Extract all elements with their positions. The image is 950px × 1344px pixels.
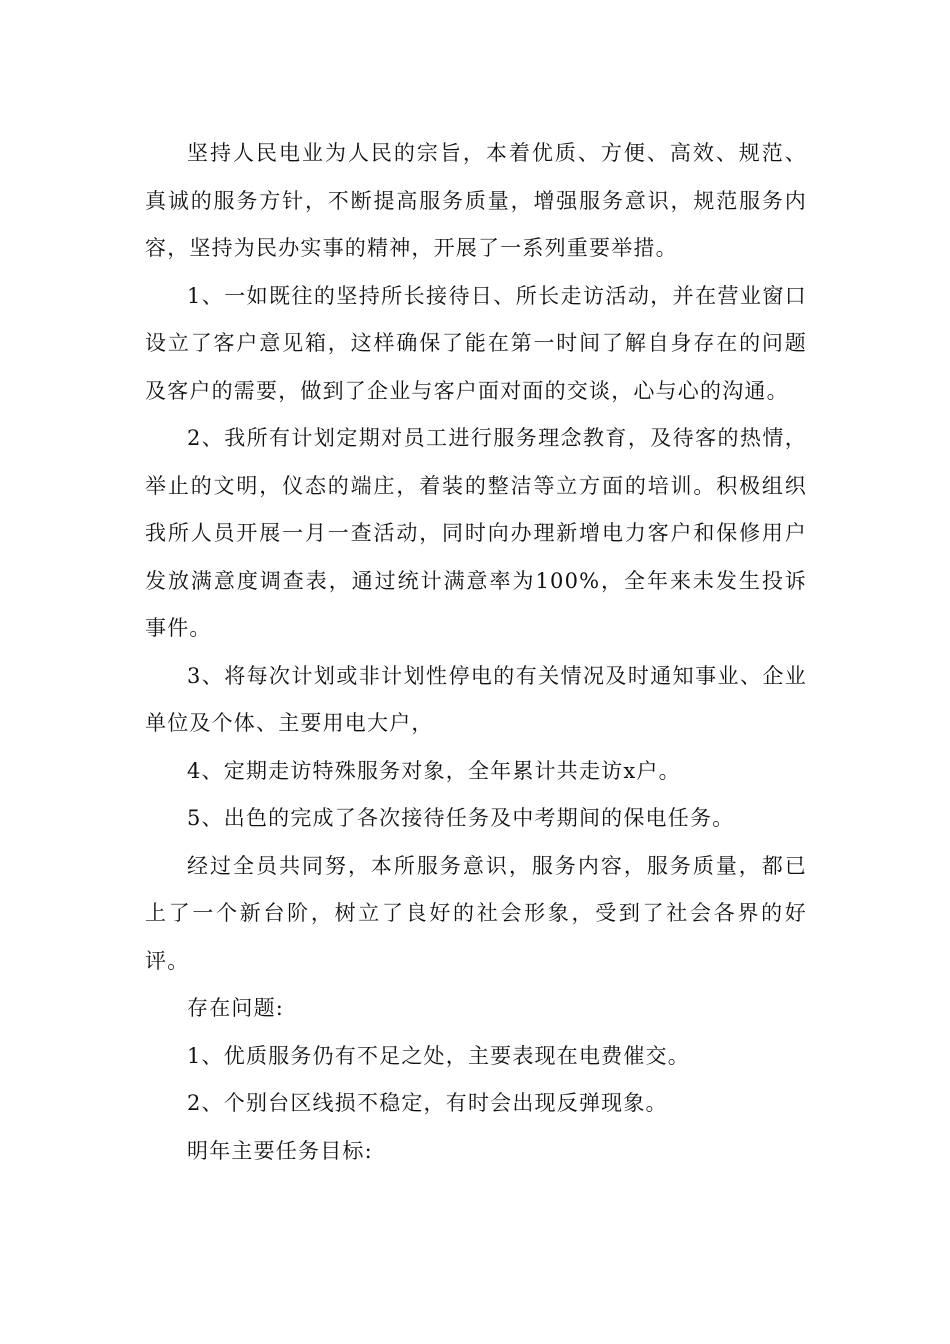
paragraph-problem-1: 1、优质服务仍有不足之处，主要表现在电费催交。 xyxy=(187,1043,690,1068)
paragraph-problem-2: 2、个别台区线损不稳定，有时会出现反弹现象。 xyxy=(187,1091,668,1115)
paragraph-summary: 经过全员共同努，本所服务意识，服务内容，服务质量，都已上了一个新台阶，树立了良好的社会形象，受到了社会各界的好评。 xyxy=(145,853,807,973)
paragraph-item-4: 4、定期走访特殊服务对象，全年累计共走访x户。 xyxy=(187,758,681,783)
section-heading-goals: 明年主要任务目标: xyxy=(187,1138,373,1163)
paragraph-item-2: 2、我所有计划定期对员工进行服务理念教育，及待客的热情，举止的文明，仪态的端庄，着装的整洁等立方面的培训。积极组织我所人员开展一月一查活动，同时向办理新增电力客户和保修用户发放满意度调查表，通过统计满意率为100%，全年来未发生投诉事件。 xyxy=(145,426,807,640)
document-body xyxy=(145,130,807,1175)
paragraph-item-1: 1、一如既往的坚持所长接待日、所长走访活动，并在营业窗口设立了客户意见箱，这样确保了能在第一时间了解自身存在的问题及客户的需要，做到了企业与客户面对面的交谈，心与心的沟通。 xyxy=(145,283,807,403)
paragraph-item-3: 3、将每次计划或非计划性停电的有关情况及时通知事业、企业单位及个体、主要用电大户， xyxy=(145,663,807,735)
paragraph-item-5: 5、出色的完成了各次接待任务及中考期间的保电任务。 xyxy=(187,806,735,830)
paragraph-intro: 坚持人民电业为人民的宗旨，本着优质、方便、高效、规范、真诚的服务方针，不断提高服务质量，增强服务意识，规范服务内容，坚持为民办实事的精神，开展了一系列重要举措。 xyxy=(145,141,807,260)
section-heading-problems: 存在问题: xyxy=(187,996,285,1020)
